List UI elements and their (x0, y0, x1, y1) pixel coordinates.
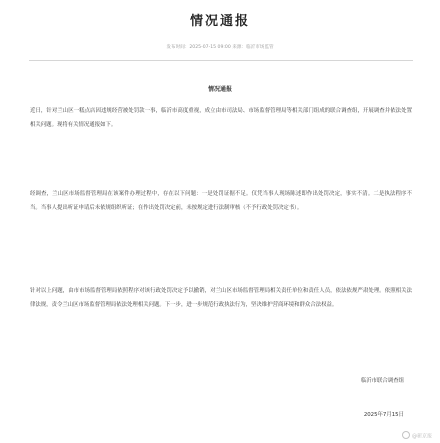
signature-date: 2025年7月15日 (363, 412, 404, 418)
paragraph-actions: 针对以上问题，由市市场监督管理局依照程序对该行政处罚决定予以撤销，对兰山区市场监督管理局相关责任单位和责任人员，依法依规严肃处理。依照相关法律法规，责令兰山区市场监督管理局依法处理相关问题。下一步，进一步规范行政执法行为，坚决维护营商环境和群众合法权益。 (30, 288, 412, 309)
notice-subtitle: 情况通报 (207, 86, 232, 93)
watermark (402, 432, 432, 440)
paragraph-intro: 近日，针对兰山区一糕点店因违规经营被处罚款一事，临沂市高度重视，成立由市司法局、市场监督管理局等相关部门组成的联合调查组，开展调查并依法处置相关问题。现将有关情况通报如下。 (30, 108, 412, 129)
publish-meta: 发布时间：2025-07-15 09:00 来源：临沂市场监管 (166, 45, 274, 50)
watermark-text: @新京报 (411, 433, 432, 440)
weibo-icon (402, 431, 410, 439)
document-title: 情况通报 (189, 14, 250, 29)
signature-organization: 临沂市联合调查组 (360, 378, 404, 384)
header-divider (29, 60, 413, 61)
paragraph-findings: 经调查，兰山区市场监督管理局在该案件办理过程中，存在以下问题：一是处罚证据不足。仅凭当事人现场陈述即作出处罚决定，事实不清。二是执法程序不当。当事人提出听证申请后未依规组织听证；在作出处罚决定前，未按规定进行法制审核（不予行政处罚决定书）。 (30, 191, 412, 212)
